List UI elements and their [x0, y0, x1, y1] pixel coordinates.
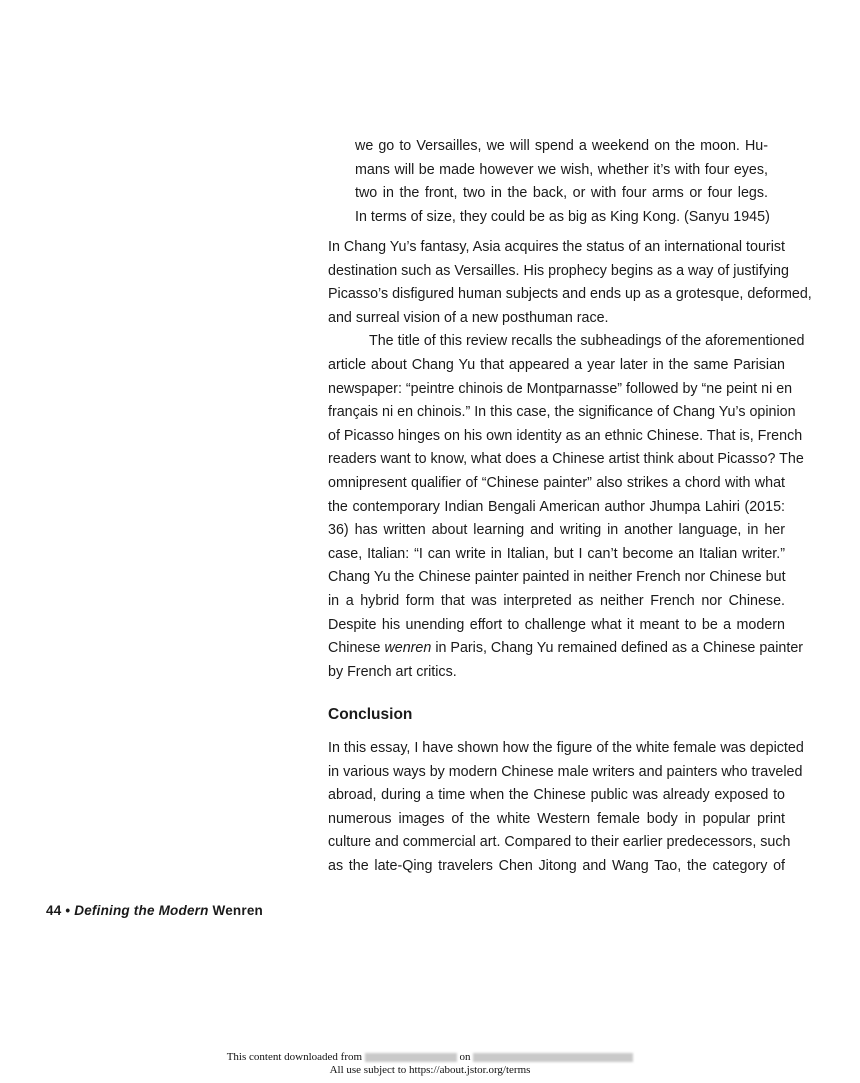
redacted-ip: [365, 1053, 457, 1062]
text: in Paris, Chang Yu remained defined as a Chinese painter: [431, 640, 804, 657]
text-line: In this essay, I have shown how the figure of the white female was depicted: [328, 740, 804, 756]
text: This content downloaded from: [226, 1051, 363, 1063]
text: on: [459, 1051, 471, 1063]
text-line: and surreal vision of a new posthuman race.: [328, 309, 609, 326]
text-line: mans will be made however we wish, whether it’s with four eyes,: [355, 161, 768, 178]
italic-term: wenren: [384, 640, 432, 657]
text-line: in a hybrid form that was interpreted as neither French nor Chinese.: [328, 592, 785, 609]
text-line: omnipresent qualifier of “Chinese painter” also strikes a chord with what: [328, 474, 785, 491]
text-line: as the late-Qing travelers Chen Jitong and Wang Tao, the category of: [328, 857, 785, 874]
text-line: numerous images of the white Western female body in popular print: [328, 810, 785, 827]
text-line: Picasso’s disfigured human subjects and ends up as a grotesque, deformed,: [328, 286, 812, 303]
text-line: by French art critics.: [328, 663, 457, 680]
running-footer: [46, 903, 263, 918]
text-line: two in the front, two in the back, or with four arms or four legs.: [355, 185, 768, 202]
text-line: [328, 637, 804, 661]
conclusion-text: [328, 737, 804, 879]
text-line: of Picasso hinges on his own identity as an ethnic Chinese. That is, French: [328, 427, 803, 444]
text-line: readers want to know, what does a Chinese artist think about Picasso? The: [328, 451, 804, 468]
text-line: destination such as Versailles. His prophecy begins as a way of justifying: [328, 262, 789, 279]
text-line: culture and commercial art. Compared to their earlier predecessors, such: [328, 834, 791, 851]
text-line: abroad, during a time when the Chinese public was already exposed to: [328, 787, 785, 804]
text-line: français ni en chinois.” In this case, the significance of Chang Yu’s opinion: [328, 404, 796, 421]
text-line: In terms of size, they could be as big as King Kong. (Sanyu 1945): [355, 208, 770, 225]
block-quote: [355, 135, 768, 229]
text-line: in various ways by modern Chinese male writers and painters who traveled: [328, 763, 803, 780]
page-number: 44: [46, 903, 62, 918]
text-line: newspaper: “peintre chinois de Montparnasse” followed by “ne peint ni en: [328, 380, 793, 397]
section-heading: Conclusion: [328, 706, 413, 723]
text-line: 36) has written about learning and writing in another language, in her: [328, 522, 785, 539]
download-notice: [0, 1051, 860, 1063]
text-line: Chang Yu the Chinese painter painted in neither French nor Chinese but: [328, 569, 786, 586]
book-title-roman: Wenren: [212, 903, 263, 918]
text-line: the contemporary Indian Bengali American author Jhumpa Lahiri (2015:: [328, 498, 785, 515]
text: Chinese: [328, 640, 385, 657]
text-line: case, Italian: “I can write in Italian, but I can’t become an Italian writer.”: [328, 545, 785, 562]
bullet: •: [65, 903, 71, 918]
text-line: Despite his unending effort to challenge what it meant to be a modern: [328, 616, 785, 633]
text-line: we go to Versailles, we will spend a weekend on the moon. Hu-: [355, 138, 768, 154]
book-title-italic: Defining the Modern: [74, 903, 209, 918]
text-line: In Chang Yu’s fantasy, Asia acquires the status of an international tourist: [328, 239, 785, 255]
redacted-date: [473, 1053, 633, 1062]
body-text: [328, 236, 812, 684]
text-line: The title of this review recalls the subheadings of the aforementioned: [369, 333, 805, 350]
terms-notice: All use subject to https://about.jstor.org/terms: [329, 1064, 531, 1076]
text-line: article about Chang Yu that appeared a year later in the same Parisian: [328, 356, 785, 373]
